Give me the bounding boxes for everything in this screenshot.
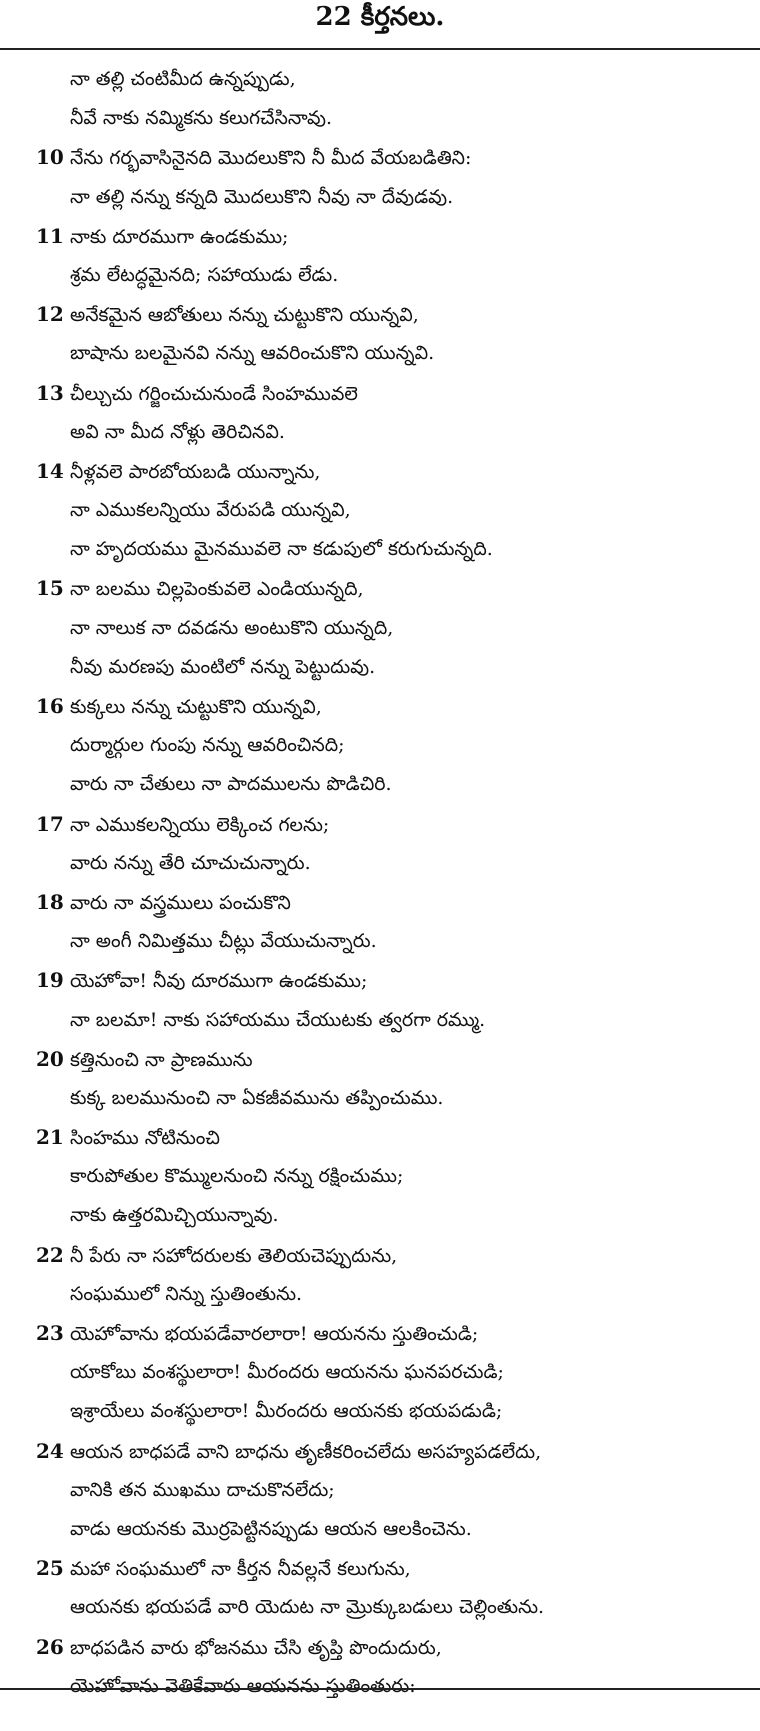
verse-line xyxy=(36,1667,736,1706)
verse-text: శ్రమ లేటద్ధమైనది; సహాయుడు లేడు. xyxy=(70,263,339,286)
verse-text: వారు నా చేతులు నా పాదములను పొడిచిరి. xyxy=(70,773,392,796)
verse-line xyxy=(36,1001,736,1040)
verse xyxy=(36,374,736,452)
verse-text: కుక్క బలమునుంచి నా ఏకజీవమును తప్పించుము. xyxy=(70,1086,444,1109)
verse-text: నా బలమా! నాకు సహాయము చేయుటకు త్వరగా రమ్ము. xyxy=(70,1008,486,1031)
verse xyxy=(36,295,736,373)
verse-line xyxy=(36,1157,736,1196)
verse-line xyxy=(36,1236,736,1275)
verse-line xyxy=(36,334,736,373)
verse-text: కత్తినుంచి నా ప్రాణమును xyxy=(70,1048,253,1071)
verse-text: నీ పేరు నా సహోదరులకు తెలియచెప్పుదును, xyxy=(70,1244,398,1267)
verse-line xyxy=(36,178,736,217)
verse-number: 24 xyxy=(36,1438,64,1463)
verse-text: అవి నా మీద నోళ్లు తెరిచినవి. xyxy=(70,420,285,443)
verse-line xyxy=(36,1392,736,1431)
verse-line xyxy=(36,883,736,922)
verse-number: 15 xyxy=(36,576,64,601)
verse-line xyxy=(36,1549,736,1588)
verse-text: మహా సంఘములో నా కీర్తన నీవల్లనే కలుగును, xyxy=(70,1558,411,1581)
verse-number: 18 xyxy=(36,889,64,914)
verse-line xyxy=(36,374,736,413)
verse xyxy=(36,138,736,216)
verse-line xyxy=(36,1314,736,1353)
verse-text: ఆయన బాధపడే వాని బాధను తృణీకరించలేదు అసహ్యపడలేదు, xyxy=(70,1440,542,1463)
verse-line xyxy=(36,1079,736,1118)
verse-text: యెహోవా! నీవు దూరముగా ఉండకుము; xyxy=(70,970,368,993)
verse-line xyxy=(36,765,736,804)
verse xyxy=(36,805,736,883)
verse-text: యెహోవాను వెతికేవారు ఆయనను స్తుతింతురు: xyxy=(70,1674,416,1697)
verse-number: 22 xyxy=(36,1242,64,1267)
verse xyxy=(36,687,736,805)
verse-number: 26 xyxy=(36,1634,64,1659)
verse-text: నా ఎముకలన్నియు వేరుపడి యున్నవి, xyxy=(70,499,351,522)
verse-number: 20 xyxy=(36,1046,64,1071)
verse-line xyxy=(36,452,736,491)
verse-text: నా నాలుక నా దవడను అంటుకొని యున్నది, xyxy=(70,616,394,639)
verse-line xyxy=(36,99,736,138)
running-title: 22 కీర్తనలు. xyxy=(315,2,445,32)
verse-text: ఇశ్రాయేలు వంశస్థులారా! మీరందరు ఆయనకు భయపడుడి; xyxy=(70,1400,503,1423)
verse-text: నేను గర్భవాసినైనది మొదలుకొని నీ మీద వేయబడితిని: xyxy=(70,147,472,170)
page-header xyxy=(0,0,760,40)
verse-text: నా తల్లి చంటిమీద ఉన్నప్పుడు, xyxy=(70,68,296,90)
verse-line xyxy=(36,491,736,530)
verse-text: వారు నన్ను తేరి చూచుచున్నారు. xyxy=(70,851,311,874)
verse-line xyxy=(36,609,736,648)
verse-text: కుక్కలు నన్ను చుట్టుకొని యున్నవి, xyxy=(70,696,322,718)
verse-text: నా హృదయము మైనమువలె నా కడుపులో కరుగుచున్నది. xyxy=(70,538,493,561)
verse-line xyxy=(36,60,736,99)
verse-number: 19 xyxy=(36,968,64,993)
verse-text: నీళ్లవలె పారబోయబడి యున్నాను, xyxy=(70,460,321,483)
verse xyxy=(36,60,736,138)
verse xyxy=(36,217,736,295)
verse-text: సింహము నోటినుంచి xyxy=(70,1127,220,1150)
verse-line xyxy=(36,138,736,177)
verse-line xyxy=(36,1471,736,1510)
verse-line xyxy=(36,1432,736,1471)
verse-line xyxy=(36,922,736,961)
verse-text: నీవే నాకు నమ్మికను కలుగచేసినావు. xyxy=(70,107,333,130)
verse xyxy=(36,452,736,570)
verse-text: నా ఎముకలన్నియు లెక్కించ గలను; xyxy=(70,813,330,836)
verse-text: నా బలము చిల్లపెంకువలె ఎండియున్నది, xyxy=(70,578,364,601)
verse-number: 17 xyxy=(36,811,64,836)
verse xyxy=(36,1549,736,1627)
verse-line xyxy=(36,687,736,726)
verse-number: 21 xyxy=(36,1125,64,1150)
verse-number: 10 xyxy=(36,145,64,170)
verse-list xyxy=(36,60,736,1706)
verse-line xyxy=(36,217,736,256)
verse-number: 13 xyxy=(36,380,64,405)
verse-number: 11 xyxy=(36,223,64,248)
verse-text: నాకు దూరముగా ఉండకుము; xyxy=(70,225,289,248)
verse xyxy=(36,1628,736,1706)
verse-line xyxy=(36,569,736,608)
verse-text: నాకు ఉత్తరమిచ్చియున్నావు. xyxy=(70,1204,279,1227)
verse-text: నా అంగీ నిమిత్తము చీట్లు వేయుచున్నారు. xyxy=(70,930,377,953)
verse-line xyxy=(36,295,736,334)
verse-number: 14 xyxy=(36,458,64,483)
verse-text: బాషాను బలమైనవి నన్ను ఆవరించుకొని యున్నవి. xyxy=(70,342,435,365)
verse xyxy=(36,1236,736,1314)
verse-line xyxy=(36,1628,736,1667)
verse-text: సంఘములో నిన్ను స్తుతింతును. xyxy=(70,1282,303,1305)
verse-line xyxy=(36,961,736,1000)
verse xyxy=(36,1118,736,1236)
verse-text: బాధపడిన వారు భోజనము చేసి తృప్తి పొందుదురు, xyxy=(70,1636,442,1659)
verse-number: 12 xyxy=(36,302,64,327)
verse-text: ఆయనకు భయపడే వారి యెదుట నా మ్రొక్కుబడులు చెల్లింతును. xyxy=(70,1596,545,1619)
header-rule xyxy=(0,48,760,50)
verse-text: చీల్చుచు గర్జించుచునుండే సింహమువలె xyxy=(70,382,358,405)
verse-text: యెహోవాను భయపడేవారలారా! ఆయనను స్తుతించుడి; xyxy=(70,1323,479,1345)
verse-text: యాకోబు వంశస్థులారా! మీరందరు ఆయనను ఘనపరచుడి; xyxy=(70,1361,504,1384)
verse-text: దుర్మార్గుల గుంపు నన్ను ఆవరించినది; xyxy=(70,734,345,757)
verse-line xyxy=(36,1040,736,1079)
verse-line xyxy=(36,1275,736,1314)
verse-line xyxy=(36,1196,736,1235)
verse-number: 16 xyxy=(36,694,64,718)
verse xyxy=(36,1314,736,1432)
verse-text: వారు నా వస్త్రములు పంచుకొని xyxy=(70,891,291,914)
verse xyxy=(36,961,736,1039)
verse-number: 25 xyxy=(36,1556,64,1581)
verse-line xyxy=(36,726,736,765)
verse-text: వానికి తన ముఖము దాచుకొనలేదు; xyxy=(70,1478,335,1501)
verse-line xyxy=(36,413,736,452)
verse-line xyxy=(36,1588,736,1627)
verse xyxy=(36,1040,736,1118)
verse-line xyxy=(36,805,736,844)
verse-text: అనేకమైన ఆబోతులు నన్ను చుట్టుకొని యున్నవి, xyxy=(70,304,419,327)
verse-line xyxy=(36,530,736,569)
verse xyxy=(36,1432,736,1550)
verse xyxy=(36,883,736,961)
verse-line xyxy=(36,1353,736,1392)
footer-rule xyxy=(0,1688,760,1690)
verse-line xyxy=(36,256,736,295)
verse xyxy=(36,569,736,687)
verse-text: వాడు ఆయనకు మొర్రపెట్టినప్పుడు ఆయన ఆలకించెను. xyxy=(70,1517,472,1540)
verse-line xyxy=(36,844,736,883)
verse-text: నా తల్లి నన్ను కన్నది మొదలుకొని నీవు నా దేవుడవు. xyxy=(70,185,454,208)
verse-line xyxy=(36,1510,736,1549)
verse-line xyxy=(36,1118,736,1157)
verse-line xyxy=(36,648,736,687)
verse-number: 23 xyxy=(36,1321,64,1345)
verse-text: కారుపోతుల కొమ్ములనుంచి నన్ను రక్షించుము; xyxy=(70,1165,404,1188)
verse-text: నీవు మరణపు మంటిలో నన్ను పెట్టుదువు. xyxy=(70,655,376,678)
